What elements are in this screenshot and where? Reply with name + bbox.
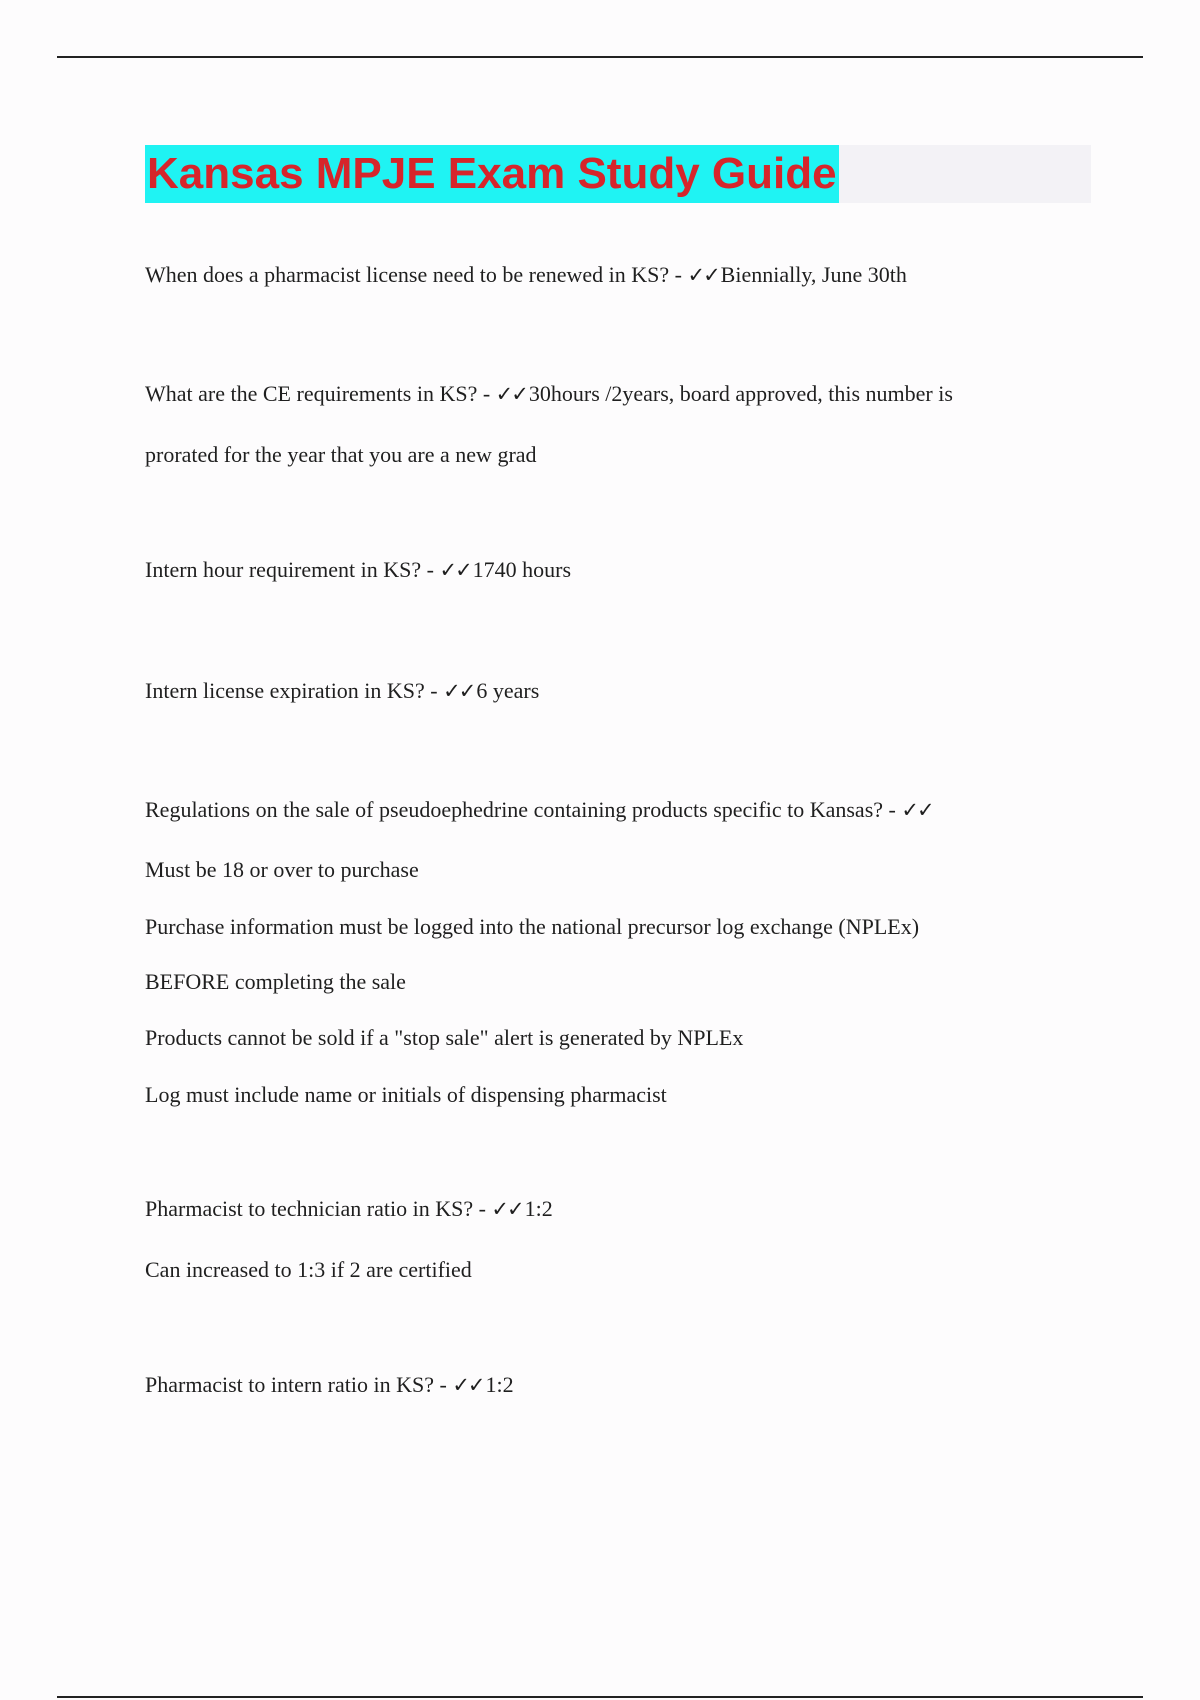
question-text: What are the CE requirements in KS? - [145,381,496,406]
double-check-icon: ✓✓ [452,1373,484,1397]
detail-line: BEFORE completing the sale [145,969,406,994]
footer-rule [57,1696,1143,1698]
detail-line: Can increased to 1:3 if 2 are certified [145,1257,472,1282]
double-check-icon: ✓✓ [439,558,471,582]
qa-item [145,1370,514,1400]
question-text: When does a pharmacist license need to be renewed in KS? - [145,262,688,287]
detail-line: Products cannot be sold if a "stop sale" alert is generated by NPLEx [145,1025,744,1050]
double-check-icon: ✓✓ [491,1197,523,1221]
double-check-icon: ✓✓ [443,679,475,703]
document-title: Kansas MPJE Exam Study Guide [145,145,839,203]
double-check-icon: ✓✓ [901,798,933,822]
double-check-icon: ✓✓ [687,263,719,287]
qa-item [145,555,571,585]
answer-continuation: prorated for the year that you are a new grad [145,442,537,467]
answer-text: 1740 hours [472,557,572,582]
question-text: Intern license expiration in KS? - [145,678,444,703]
qa-item [145,1194,553,1224]
question-text: Pharmacist to intern ratio in KS? - [145,1372,453,1397]
question-text: Regulations on the sale of pseudoephedrine containing products specific to Kansas? - [145,797,902,822]
answer-text: 1:2 [524,1196,553,1221]
qa-item [145,260,907,290]
answer-text: 1:2 [485,1372,514,1397]
qa-item [145,795,935,825]
answer-text: 6 years [476,678,540,703]
qa-item [145,379,953,409]
double-check-icon: ✓✓ [495,382,527,406]
detail-line: Must be 18 or over to purchase [145,857,419,882]
answer-text: 30hours /2years, board approved, this number is [528,381,953,406]
detail-line: Purchase information must be logged into the national precursor log exchange (NPLEx) [145,914,920,939]
detail-line: Log must include name or initials of dispensing pharmacist [145,1082,667,1107]
qa-item [145,676,539,706]
question-text: Intern hour requirement in KS? - [145,557,440,582]
answer-text: Biennially, June 30th [720,262,907,287]
header-rule [57,56,1143,58]
question-text: Pharmacist to technician ratio in KS? - [145,1196,492,1221]
